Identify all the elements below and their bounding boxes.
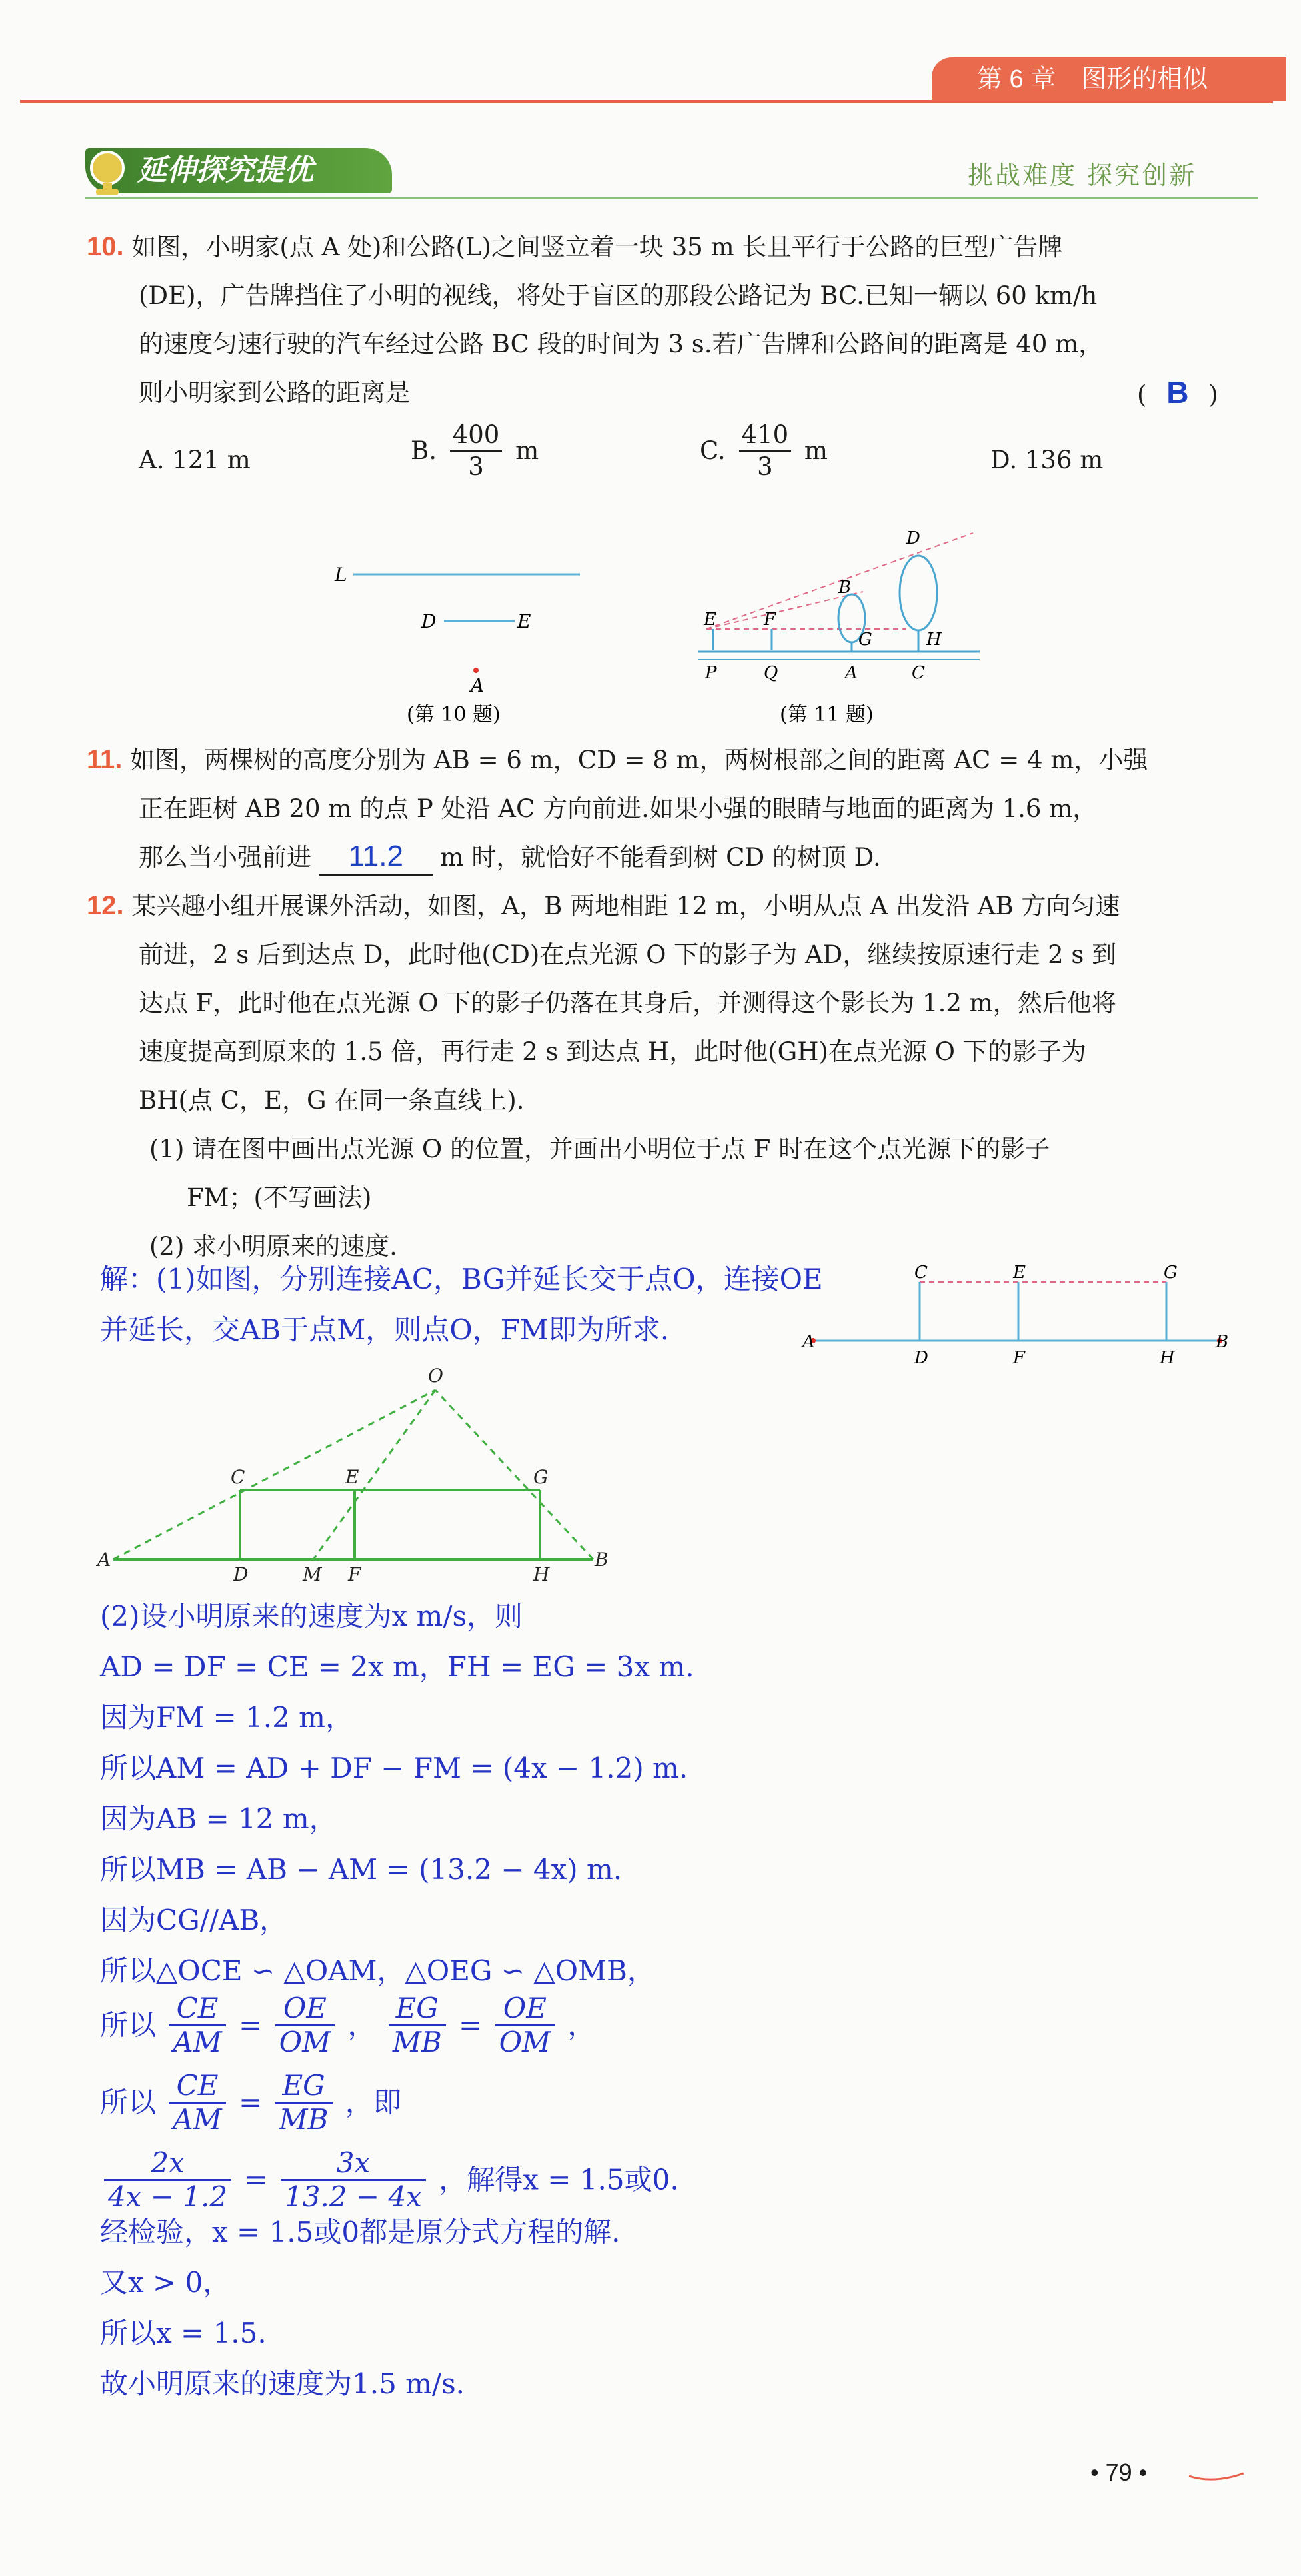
label-G: G: [533, 1466, 549, 1488]
q12-sub1-line1: (1) 请在图中画出点光源 O 的位置，并画出小明位于点 F 时在这个点光源下的影子: [149, 1135, 1050, 1163]
figure-solution: [97, 1359, 613, 1586]
solution-line-6: 所以MB = AB − AM = (13.2 − 4x) m.: [100, 1853, 623, 1886]
solution-line-11: [100, 2147, 679, 2213]
q12-line4: 速度提高到原来的 1.5 倍，再行走 2 s 到达点 H，此时他(GH)在点光源 O 下的影子为: [139, 1037, 1086, 1066]
sol-l10-post: ，即: [345, 2086, 401, 2119]
label-A: A: [802, 1332, 815, 1352]
label-E: E: [345, 1466, 359, 1488]
label-P: P: [705, 663, 717, 683]
option-b-unit: m: [515, 436, 539, 465]
sol-line-BO: [435, 1390, 593, 1559]
label-C: C: [914, 1263, 928, 1283]
solution-line-12: 经检验，x = 1.5或0都是原分式方程的解.: [100, 2216, 621, 2248]
sol-line-AO: [113, 1390, 435, 1559]
frac-num: EG: [275, 2070, 333, 2104]
solution-part1-line1: 解：(1)如图，分别连接AC，BG并延长交于点O，连接OE: [100, 1263, 823, 1295]
option-c-unit: m: [804, 436, 828, 465]
frac-num: EG: [389, 1992, 446, 2026]
label-L: L: [335, 564, 347, 586]
q11-line1: [87, 736, 1148, 784]
q10-line2: (DE)，广告牌挡住了小明的视线，将处于盲区的那段公路记为 BC.已知一辆以 60 km/h: [139, 281, 1098, 310]
q10-answer: B: [1166, 375, 1189, 410]
q11-text-3a: 那么当小强前进: [139, 843, 311, 872]
figure-q12: [802, 1263, 1233, 1373]
label-B: B: [595, 1549, 609, 1571]
option-c-label: C.: [700, 436, 726, 465]
option-b-numerator: 400: [450, 420, 503, 452]
q11-text-1: 如图，两棵树的高度分别为 AB = 6 m，CD = 8 m，两树根部之间的距离 AC = 4 m，小强: [130, 746, 1148, 774]
label-G: G: [1164, 1263, 1178, 1283]
tree-CD: [900, 556, 937, 630]
label-A: A: [97, 1549, 111, 1571]
label-G: G: [858, 630, 872, 650]
q12-sub2: (2) 求小明原来的速度.: [149, 1232, 397, 1261]
sol-l9-end: ，: [567, 2008, 596, 2042]
paren-left: (: [1137, 380, 1147, 409]
sol-line-OM: [313, 1390, 435, 1559]
frac-num: CE: [169, 1992, 225, 2026]
solution-line-2: AD = DF = CE = 2x m，FH = EG = 3x m.: [100, 1650, 694, 1683]
solution-part1-line2: 并延长，交AB于点M，则点O，FM即为所求.: [100, 1313, 670, 1346]
frac-den: MB: [392, 2026, 442, 2058]
label-A: A: [845, 663, 858, 683]
label-M: M: [303, 1563, 322, 1585]
label-B: B: [1216, 1332, 1229, 1352]
label-D: D: [914, 1348, 928, 1368]
q12-line1: [87, 882, 1120, 930]
q10-option-b: [411, 420, 539, 482]
figure-q10: [320, 546, 600, 726]
equals: =: [244, 2163, 268, 2196]
equals: =: [239, 2086, 263, 2119]
label-E: E: [704, 610, 716, 630]
solution-line-14: 所以x = 1.5.: [100, 2317, 267, 2349]
solution-line-4: 所以AM = AD + DF − FM = (4x − 1.2) m.: [100, 1752, 688, 1784]
sol-l10-pre: 所以: [100, 2086, 157, 2119]
label-D: D: [906, 528, 920, 548]
trophy-icon: [84, 148, 131, 199]
option-b-label: B.: [411, 436, 437, 465]
label-F: F: [764, 610, 776, 630]
fraction-2x: [104, 2147, 231, 2213]
page-swoosh-icon: [1186, 2465, 1246, 2485]
page-number: • 79 •: [1090, 2459, 1148, 2486]
frac-den: MB: [279, 2103, 329, 2136]
q10-text-1: 如图，小明家(点 A 处)和公路(L)之间竖立着一块 35 m 长且平行于公路的巨型广告牌: [131, 233, 1063, 261]
section-rule: [85, 197, 1258, 199]
frac-den: AM: [173, 2103, 222, 2136]
solution-line-3: 因为FM = 1.2 m，: [100, 1701, 354, 1734]
q10-option-d: D. 136 m: [990, 446, 1104, 474]
frac-den: AM: [173, 2026, 222, 2058]
point-A: [473, 668, 479, 673]
fraction-EG-MB-2: [275, 2070, 333, 2136]
q11-answer: 11.2: [348, 840, 403, 872]
label-E: E: [517, 610, 531, 632]
sol-l9-pre: 所以: [100, 2008, 157, 2042]
solution-line-10: [100, 2070, 401, 2136]
q11-line3: [139, 833, 881, 882]
label-F: F: [1013, 1348, 1026, 1368]
frac-num: 3x: [281, 2147, 426, 2181]
frac-den: 4x − 1.2: [108, 2180, 228, 2213]
frac-num: OE: [495, 1992, 555, 2026]
equals: =: [239, 2008, 263, 2042]
label-Q: Q: [764, 663, 778, 683]
label-O: O: [428, 1365, 443, 1387]
label-H: H: [926, 630, 942, 650]
frac-den: OM: [279, 2026, 331, 2058]
caption-q11: (第 11 题): [780, 703, 874, 726]
q10-number: 10.: [87, 232, 124, 261]
comma: ，: [347, 2008, 376, 2042]
figure-q11: [693, 513, 986, 726]
fraction-OE-OM: [275, 1992, 335, 2058]
q11-number: 11.: [87, 745, 123, 774]
label-D: D: [233, 1563, 249, 1585]
option-c-denominator: 3: [757, 452, 773, 481]
q10-answer-paren: [1137, 368, 1218, 419]
solution-line-9: [100, 1992, 595, 2058]
solution-line-15: 故小明原来的速度为1.5 m/s.: [100, 2367, 465, 2400]
solution-line-13: 又x > 0，: [100, 2266, 231, 2299]
fraction-EG-MB: [389, 1992, 446, 2058]
frac-den: 13.2 − 4x: [285, 2180, 422, 2213]
q10-option-c: [700, 420, 828, 482]
label-E: E: [1013, 1263, 1026, 1283]
solution-line-5: 因为AB = 12 m，: [100, 1802, 337, 1835]
fraction-3x: [281, 2147, 426, 2213]
caption-q10: (第 10 题): [407, 703, 501, 726]
q11-line2: 正在距树 AB 20 m 的点 P 处沿 AC 方向前进.如果小强的眼睛与地面的距离为 1.6 m，: [139, 794, 1098, 823]
solution-line-1: (2)设小明原来的速度为x m/s，则: [100, 1600, 523, 1632]
q11-answer-blank: [319, 840, 433, 876]
label-F: F: [348, 1563, 361, 1585]
frac-num: 2x: [104, 2147, 231, 2181]
q12-line2: 前进，2 s 后到达点 D，此时他(CD)在点光源 O 下的影子为 AD，继续按原速行走 2 s 到: [139, 940, 1117, 969]
section-slogan: 挑战难度 探究创新: [968, 161, 1197, 190]
label-C: C: [231, 1466, 245, 1488]
frac-num: OE: [275, 1992, 335, 2026]
solution-line-7: 因为CG//AB，: [100, 1904, 288, 1936]
option-b-denominator: 3: [468, 452, 484, 481]
q10-line1: [87, 223, 1062, 271]
sol-l11-post: ，解得x = 1.5或0.: [439, 2163, 679, 2196]
equals: =: [459, 2008, 483, 2042]
frac-den: OM: [499, 2026, 551, 2058]
fraction-OE-OM-2: [495, 1992, 555, 2058]
label-A: A: [471, 674, 485, 696]
option-c-numerator: 410: [739, 420, 792, 452]
q12-number: 12.: [87, 891, 124, 920]
q12-sub1-line2: FM；(不写画法): [187, 1183, 372, 1212]
paren-right: ): [1208, 380, 1218, 409]
q12-text-1: 某兴趣小组开展课外活动，如图，A，B 两地相距 12 m，小明从点 A 出发沿 AB 方向匀速: [131, 892, 1120, 920]
label-B: B: [838, 578, 852, 598]
q10-line4: 则小明家到公路的距离是: [139, 378, 410, 407]
label-H: H: [1160, 1348, 1175, 1368]
q12-line5: BH(点 C，E，G 在同一条直线上).: [139, 1086, 525, 1115]
q11-text-3b: m 时，就恰好不能看到树 CD 的树顶 D.: [440, 843, 881, 872]
label-C: C: [912, 663, 925, 683]
label-H: H: [533, 1563, 550, 1585]
q10-option-a: A. 121 m: [139, 446, 251, 474]
label-D: D: [421, 610, 437, 632]
q12-line3: 达点 F，此时他在点光源 O 下的影子仍落在其身后，并测得这个影长为 1.2 m，然后他将: [139, 989, 1116, 1017]
fraction-CE-AM: [169, 1992, 225, 2058]
solution-line-8: 所以△OCE ∽ △OAM，△OEG ∽ △OMB，: [100, 1954, 655, 1987]
chapter-tab: 第 6 章 图形的相似: [932, 57, 1286, 101]
fraction-CE-AM-2: [169, 2070, 225, 2136]
section-banner: 延伸探究提优: [85, 148, 392, 193]
q10-line3: 的速度匀速行驶的汽车经过公路 BC 段的时间为 3 s.若广告牌和公路间的距离是 40 m，: [139, 330, 1104, 358]
frac-num: CE: [169, 2070, 225, 2104]
